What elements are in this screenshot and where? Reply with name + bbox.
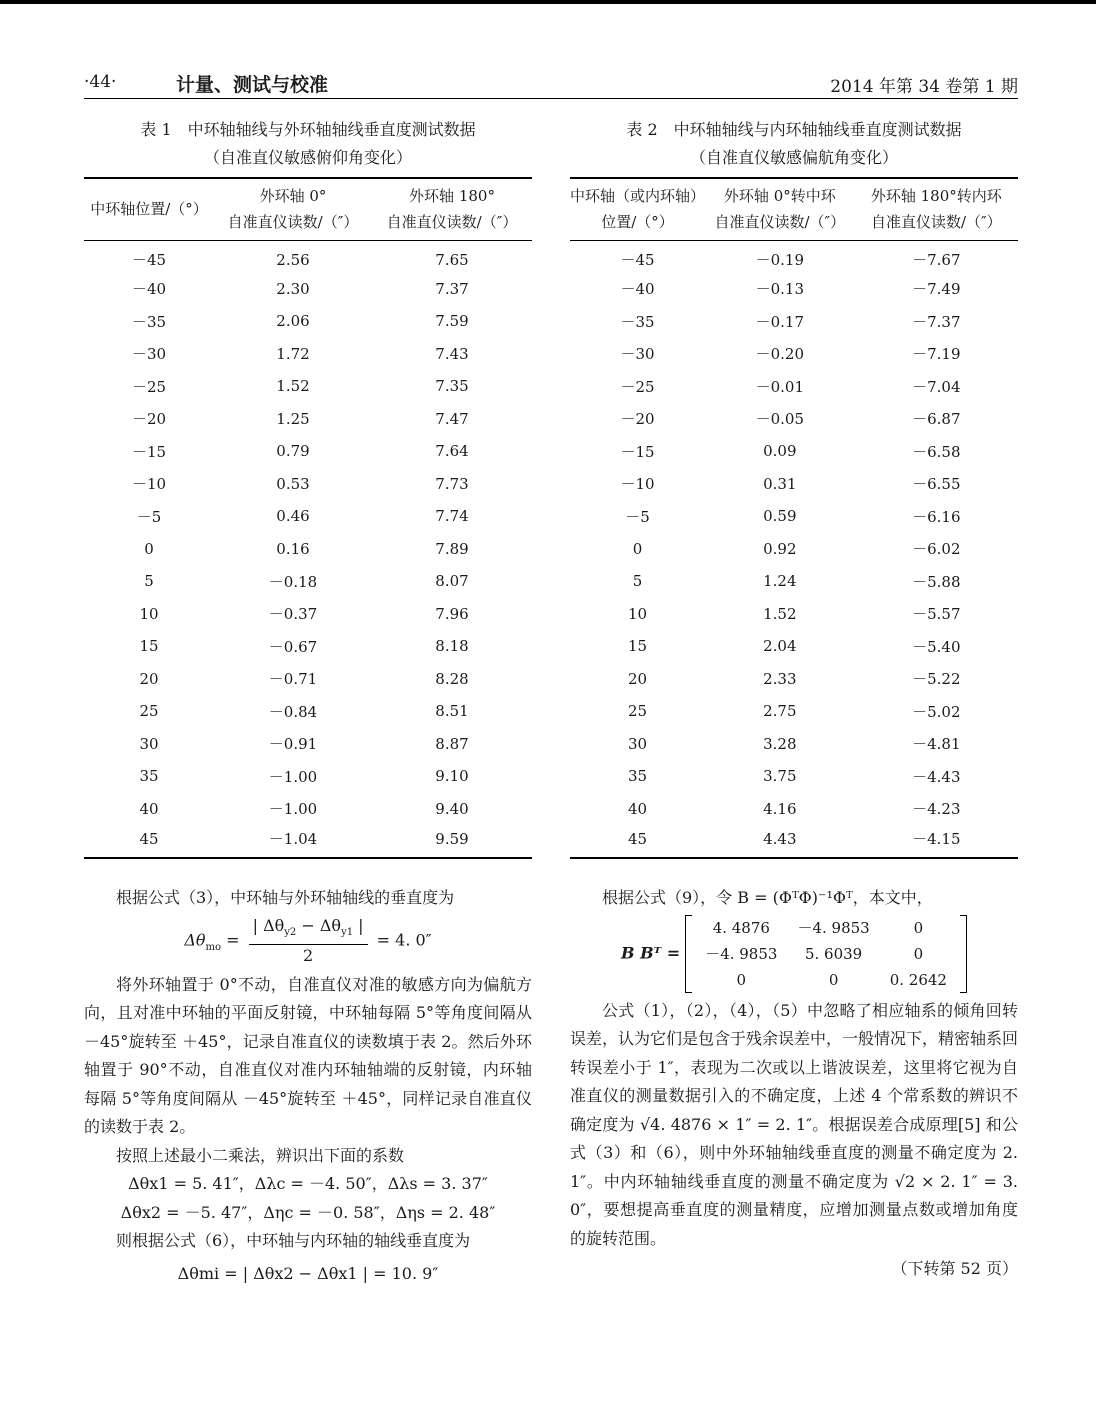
table2-cell: 0.59: [763, 507, 797, 526]
table2-cell: 3.75: [763, 767, 797, 786]
table1-cell: －5: [136, 507, 162, 526]
eq-mo-lhs: Δθ: [184, 930, 206, 950]
table2-cell: 0.09: [763, 442, 797, 461]
right-para-1: 根据公式（9），令 B = (ΦᵀΦ)⁻¹Φᵀ，本文中，: [602, 888, 933, 907]
matrix-bbt: [685, 915, 967, 993]
table2-cell: －10: [620, 475, 655, 494]
table2-cell: －0.19: [755, 251, 805, 269]
table1-cell: 7.59: [435, 312, 469, 331]
table1-col-outer0-line2: 自准直仪读数/（″）: [227, 213, 359, 232]
table1-cell: 9.59: [372, 825, 532, 858]
table1-cell: －15: [131, 442, 167, 461]
left-para-4: 则根据公式（6），中环轴与内环轴的轴线垂直度为: [116, 1231, 471, 1251]
table2-cell: 45: [570, 825, 705, 858]
table1-cell: 0.46: [276, 507, 310, 526]
table2-cell: －4.43: [912, 767, 961, 786]
table1-cell: －25: [131, 377, 167, 396]
table1-cell: 0: [144, 539, 154, 558]
table1-cell: 0.53: [276, 474, 310, 493]
matrix-equation: [570, 915, 1018, 993]
table2-row: [570, 240, 1018, 273]
table2-cell: －6.02: [912, 540, 961, 559]
table2-cell: －7.67: [912, 251, 961, 269]
table2-caption: [570, 116, 1018, 172]
table2-row: [570, 273, 1018, 306]
table1-cell: 9.10: [435, 767, 469, 786]
table1-cell: 8.51: [435, 702, 469, 721]
table1-cell: 25: [139, 702, 159, 721]
table2-cell: －5.40: [912, 637, 961, 656]
matrix-cell: 0: [913, 918, 924, 937]
table1-cell: 7.64: [435, 442, 469, 461]
table1-cell: 10: [139, 604, 159, 623]
eq-mo-lhs-sub: mo: [205, 941, 222, 953]
issue-info: 2014 年第 34 卷第 1 期: [830, 77, 1018, 97]
table2-cell: －0.05: [755, 410, 805, 429]
table1-col-outer180: [372, 178, 532, 240]
table1-cell: 7.35: [435, 377, 469, 396]
table2-cell: 0.31: [763, 474, 797, 493]
table1-cell: 35: [139, 767, 159, 786]
table2-caption-line1: 表 2 中环轴轴线与内环轴轴线垂直度测试数据: [626, 120, 962, 139]
table2-cell: 0: [632, 539, 643, 558]
left-para-2: 将外环轴置于 0°不动，自准直仪对准的敏感方向为偏航方向，且对准中环轴的平面反射镜，中环轴每隔 5°等角度间隔从 －45°旋转至 ＋45°，记录自准直仪的读数填于表 2。然后外环轴置于 90°不动，自准直仪对准内环轴轴端的反射镜，内环轴每隔 5°等角度间隔从 －45°旋转至 ＋45°，同样记录自准直仪的读数于表 2。: [84, 974, 532, 1137]
table1-cell: －1.00: [268, 800, 318, 819]
table2: [570, 177, 1018, 859]
matrix-row: [695, 941, 957, 967]
table2-cell: 10: [627, 604, 648, 623]
table1-body: [84, 240, 532, 858]
table1-caption-line1: 表 1 中环轴轴线与外环轴轴线垂直度测试数据: [140, 120, 476, 139]
table2-cell: 1.52: [763, 604, 797, 623]
table2-header-row: [570, 178, 1018, 240]
table2-row: [570, 565, 1018, 598]
table1-cell: 7.74: [435, 507, 469, 526]
table1-row: [84, 468, 532, 501]
table1-cell: 9.40: [435, 799, 469, 818]
table1-cell: －0.71: [268, 670, 318, 689]
table2-cell: －5.02: [912, 702, 961, 721]
table2-cell: 25: [627, 702, 648, 721]
table1-col-outer0: [214, 178, 372, 240]
table1-row: [84, 728, 532, 761]
table1-cell: －35: [131, 312, 167, 331]
table1-cell: 0.79: [276, 442, 310, 461]
table1-cell: －20: [131, 410, 167, 429]
table1-cell: 8.18: [435, 637, 469, 656]
right-column-text: [570, 884, 1018, 1284]
header-rule: [84, 98, 1018, 99]
matrix-cell: 5. 6039: [804, 944, 863, 963]
table2-cell: －40: [620, 280, 655, 299]
table1-row: [84, 240, 532, 273]
table2-cell: －7.49: [912, 280, 961, 299]
matrix-cell: 0: [828, 970, 839, 989]
table1-cell: 5: [144, 572, 154, 591]
table2-cell: －25: [620, 377, 655, 396]
table2-cell: －7.37: [912, 312, 961, 331]
table2-cell: 4.16: [763, 799, 797, 818]
table2-cell: 0.92: [763, 539, 797, 558]
table1-cell: 8.28: [435, 669, 469, 688]
table1-col-position: 中环轴位置/（°）: [84, 178, 214, 240]
table2-cell: －5.22: [912, 670, 961, 689]
table1: [84, 177, 532, 859]
matrix-cell: －4. 9853: [797, 918, 870, 937]
matrix-row: [695, 967, 957, 993]
table2-cell: －7.04: [912, 377, 961, 396]
table1-row: [84, 565, 532, 598]
table2-cell: 40: [627, 799, 648, 818]
table1-caption-line2: （自准直仪敏感俯仰角变化）: [203, 148, 412, 167]
table2-row: [570, 793, 1018, 826]
table1-cell: －0.84: [268, 702, 318, 721]
table2-cell: 2.75: [763, 702, 797, 721]
table1-cell: 2.06: [276, 312, 310, 331]
table2-row: [570, 663, 1018, 696]
table2-cell: －5.57: [912, 605, 961, 624]
table1-cell: 7.37: [435, 279, 469, 298]
table1-cell: －1.04: [214, 825, 372, 858]
coefficients-line-2: Δθx2 = －5. 47″，Δηc = －0. 58″，Δηs = 2. 48″: [120, 1202, 496, 1222]
left-para-1: 根据公式（3），中环轴与外环轴轴线的垂直度为: [116, 888, 455, 907]
table2-cell: －0.01: [755, 377, 805, 396]
table2-col-outer180: [855, 178, 1018, 240]
table1-row: [84, 598, 532, 631]
table2-cell: 1.24: [763, 572, 797, 591]
table1-cell: －0.67: [268, 637, 318, 656]
table2-cell: 5: [632, 572, 643, 591]
eq-mo-num-c: |: [353, 915, 364, 935]
equation-mi: Δθmi = | Δθx2 − Δθx1 | = 10. 9″: [177, 1263, 439, 1283]
table2-cell: －6.55: [912, 475, 961, 494]
table2-col-outer0-line2: 自准直仪读数/（″）: [714, 213, 846, 232]
eq-mo-num-a: | Δθ: [252, 915, 285, 935]
table2-row: [570, 435, 1018, 468]
table1-row: [84, 533, 532, 566]
table2-cell: －0.13: [755, 280, 805, 299]
matrix-row: [695, 915, 957, 941]
table2-cell: －0.17: [755, 312, 805, 331]
table1-cell: 2.56: [276, 250, 310, 269]
table2-cell: －45: [620, 251, 655, 269]
table1-cell: 1.72: [276, 344, 310, 363]
matrix-cell: －4. 9853: [705, 944, 778, 963]
table1-cell: －40: [131, 280, 167, 299]
table2-row: [570, 598, 1018, 631]
page-number: ·44·: [84, 72, 117, 92]
table1-cell: 7.43: [435, 344, 469, 363]
table1-col-outer0-line1: 外环轴 0°: [259, 187, 327, 206]
table1-cell: 45: [84, 825, 214, 858]
table2-row: [570, 305, 1018, 338]
table2-cell: 2.04: [763, 637, 797, 656]
table2-row: [570, 370, 1018, 403]
table2-row: [570, 695, 1018, 728]
table1-cell: 15: [139, 637, 159, 656]
table2-cell: －6.87: [912, 410, 961, 429]
table2-col-outer180-line1: 外环轴 180°转内环: [870, 187, 1002, 206]
table1-cell: 7.89: [435, 539, 469, 558]
coefficients-line-1: Δθx1 = 5. 41″，Δλc = －4. 50″，Δλs = 3. 37″: [128, 1174, 488, 1194]
table2-cell: 30: [627, 734, 648, 753]
table1-cell: 7.96: [435, 604, 469, 623]
table1-row: [84, 273, 532, 306]
table2-cell: －4.81: [912, 735, 961, 754]
table1-row: [84, 435, 532, 468]
matrix-cell: 0. 2642: [889, 970, 947, 989]
table1-cell: －10: [131, 475, 167, 494]
table2-cell: 2.33: [763, 669, 797, 688]
top-border: [0, 0, 1096, 4]
table1-row: [84, 825, 532, 858]
table2-cell: －6.16: [912, 507, 961, 526]
table1-cell: －0.37: [268, 605, 318, 624]
table2-row: [570, 630, 1018, 663]
table1-row: [84, 338, 532, 371]
table1-caption: [84, 116, 532, 172]
table2-cell: 15: [627, 637, 648, 656]
eq-mo-num-b: − Δθ: [296, 915, 342, 935]
table2-col-position: [570, 178, 705, 240]
matrix-cell: 0: [913, 944, 924, 963]
table2-cell: －20: [620, 410, 655, 429]
left-column-text: [84, 884, 532, 1288]
table2-cell: 20: [627, 669, 648, 688]
table1-row: [84, 760, 532, 793]
journal-name: 计量、测试与校准: [176, 74, 329, 96]
equation-mo: $\Delta\theta_{mo}$ = $\frac{| \Delta\theta_{y2} - \Delta\theta_{y1} |}{2}$ = 4. 0″: [184, 915, 432, 965]
eq-mo-numerator: [249, 915, 368, 945]
table1-row: [84, 695, 532, 728]
table1-cell: －0.18: [268, 572, 318, 591]
table1-cell: 40: [139, 799, 159, 818]
table2-row: [570, 468, 1018, 501]
table1-row: [84, 663, 532, 696]
table2-row: [570, 403, 1018, 436]
table2-col-outer180-line2: 自准直仪读数/（″）: [870, 213, 1002, 232]
table2-cell: －30: [620, 345, 655, 364]
table1-cell: 7.47: [435, 409, 469, 428]
table2-cell: －7.19: [912, 345, 961, 364]
table2-row: [570, 500, 1018, 533]
matrix-body: [695, 915, 957, 993]
eq-mo-fraction: [249, 915, 368, 967]
eq-mo-num-sub1: y2: [284, 926, 297, 938]
right-para-2: 公式（1），（2），（4），（5）中忽略了相应轴系的倾角回转误差，认为它们是包含于残余误差中，一般情况下，精密轴系回转误差小于 1″，表现为二次或以上谐波误差，这里将它视为自准直仪的测量数据引入的不确定度，上述 4 个常系数的辨识不确定度为 √4. 4876 × 1″ = 2. 1″。根据误差合成原理[5] 和公式（3）和（6），则中外环轴轴线垂直度的测量不确定度为 2. 1″。中内环轴轴线垂直度的测量不确定度为 √2 × 2. 1″ = 3. 0″，要想提高垂直度的测量精度，应增加测量点数或增加角度的旋转范围。: [570, 1000, 1019, 1248]
table1-cell: 1.52: [276, 377, 310, 396]
table2-cell: －6.58: [912, 442, 961, 461]
eq-mo-denominator: 2: [302, 945, 314, 965]
table1-header-row: [84, 178, 532, 240]
table2-col-outer0-line1: 外环轴 0°转中环: [723, 187, 836, 206]
matrix-right-bracket: [960, 915, 967, 993]
table2-col-position-line1: 中环轴（或内环轴）: [570, 187, 706, 206]
table2-cell: －4.23: [912, 800, 961, 819]
table1-row: [84, 403, 532, 436]
running-header: [84, 70, 1018, 96]
table1-cell: －45: [131, 251, 167, 269]
table1-col-outer180-line1: 外环轴 180°: [409, 187, 495, 206]
table2-cell: －5: [625, 507, 650, 526]
table2-row: [570, 728, 1018, 761]
left-para-3: 按照上述最小二乘法，辨识出下面的系数: [116, 1145, 405, 1165]
table1-cell: 8.87: [435, 734, 469, 753]
eq-mo-rhs: = 4. 0″: [376, 930, 432, 950]
table1-row: [84, 370, 532, 403]
continued-note: （下转第 52 页）: [891, 1259, 1018, 1278]
table2-body: [570, 240, 1018, 858]
table2-row: [570, 760, 1018, 793]
table2-cell: －0.20: [755, 345, 805, 364]
table1-row: [84, 630, 532, 663]
table1-row: [84, 793, 532, 826]
table2-cell: 35: [627, 767, 648, 786]
table1-cell: 7.65: [435, 250, 469, 269]
table1-row: [84, 305, 532, 338]
table2-col-position-line2: 位置/（°）: [601, 213, 674, 232]
table1-cell: 7.73: [435, 474, 469, 493]
table1-cell: 2.30: [276, 279, 310, 298]
table2-row: [570, 825, 1018, 858]
table1-cell: －1.00: [268, 767, 318, 786]
table1-cell: －0.91: [268, 735, 318, 754]
eq-mo-num-sub2: y1: [341, 926, 354, 938]
matrix-cell: 0: [736, 970, 747, 989]
table2-row: [570, 338, 1018, 371]
table1-cell: 0.16: [276, 539, 310, 558]
table2-cell: －5.88: [912, 572, 961, 591]
table2-cell: －15: [620, 442, 655, 461]
table2-cell: －4.15: [855, 825, 1018, 858]
table1-cell: 20: [139, 669, 159, 688]
table2-col-outer0: [705, 178, 855, 240]
matrix-lhs: B Bᵀ =: [621, 943, 681, 962]
matrix-cell: 4. 4876: [712, 918, 770, 937]
table2-cell: 3.28: [763, 734, 797, 753]
table2-caption-line2: （自准直仪敏感偏航角变化）: [689, 148, 898, 167]
table1-cell: 8.07: [435, 572, 469, 591]
table1-cell: 30: [139, 734, 159, 753]
matrix-left-bracket: [685, 915, 692, 993]
table1-cell: －30: [131, 345, 167, 364]
table1-row: [84, 500, 532, 533]
table1-cell: 1.25: [276, 409, 310, 428]
table2-row: [570, 533, 1018, 566]
table1-col-outer180-line2: 自准直仪读数/（″）: [386, 213, 518, 232]
table2-cell: －35: [620, 312, 655, 331]
table2-cell: 4.43: [705, 825, 855, 858]
